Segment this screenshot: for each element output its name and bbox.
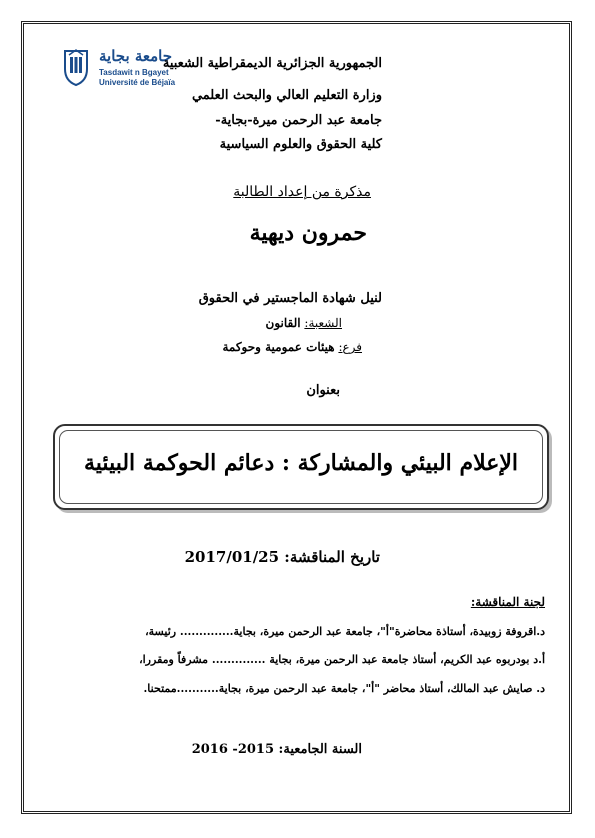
thesis-title: الإعلام البيئي والمشاركة : دعائم الحوكمة البيئية <box>84 450 518 476</box>
header-republic: الجمهورية الجزائرية الديمقراطية الشعبية <box>162 56 382 71</box>
specialty-line <box>222 340 362 354</box>
header-university: جامعة عبد الرحمن ميرة-بجاية- <box>215 113 382 128</box>
specialty-label: فرع: <box>338 340 362 354</box>
academic-year-label: السنة الجامعية: <box>278 742 362 757</box>
committee-member-chair: د.اقروفة زوبيدة، أستاذة محاضرة"أ"، جامعة عبد الرحمن ميرة، بجاية.............. رئيسة، <box>145 625 545 638</box>
academic-year-value: 2015- 2016 <box>191 742 275 757</box>
logo-french-name: Université de Béjaïa <box>99 78 176 87</box>
logo-kabyle-name: Tasdawit n Bgayet <box>99 68 169 77</box>
branch-label: الشعبة: <box>304 316 342 330</box>
committee-member-examiner: د. صايش عبد المالك، أستاذ محاضر "أ"، جامعة عبد الرحمن ميرة، بجاية...........ممتحنا. <box>143 682 545 695</box>
header-faculty: كلية الحقوق والعلوم السياسية <box>219 137 382 152</box>
academic-year-line <box>192 742 362 757</box>
specialty-value: هيئات عمومية وحوكمة <box>222 340 335 354</box>
prepared-by-label: مذكرة من إعداد الطالبة <box>233 184 371 200</box>
branch-line <box>266 316 343 330</box>
title-label: بعنوان <box>306 383 340 398</box>
logo-arabic-name: جامعة بجاية <box>99 47 173 65</box>
degree-line: لنيل شهادة الماجستير في الحقوق <box>198 291 382 306</box>
student-name: حمرون ديهية <box>249 220 367 246</box>
committee-label: لجنة المناقشة: <box>470 595 545 609</box>
university-logo <box>63 47 183 97</box>
university-emblem-icon <box>63 47 89 87</box>
committee-member-supervisor: أ.د بودربوه عبد الكريم، أستاذ جامعة عبد الرحمن ميرة، بجاية .............. مشرفاً ومقررا، <box>139 653 545 666</box>
defense-label: تاريخ المناقشة: <box>284 548 380 566</box>
defense-date: 2017/01/25 <box>184 548 280 566</box>
defense-line <box>185 548 380 566</box>
header-ministry: وزارة التعليم العالي والبحث العلمي <box>191 88 382 103</box>
branch-value: القانون <box>265 316 301 330</box>
thesis-title-box <box>53 424 549 510</box>
